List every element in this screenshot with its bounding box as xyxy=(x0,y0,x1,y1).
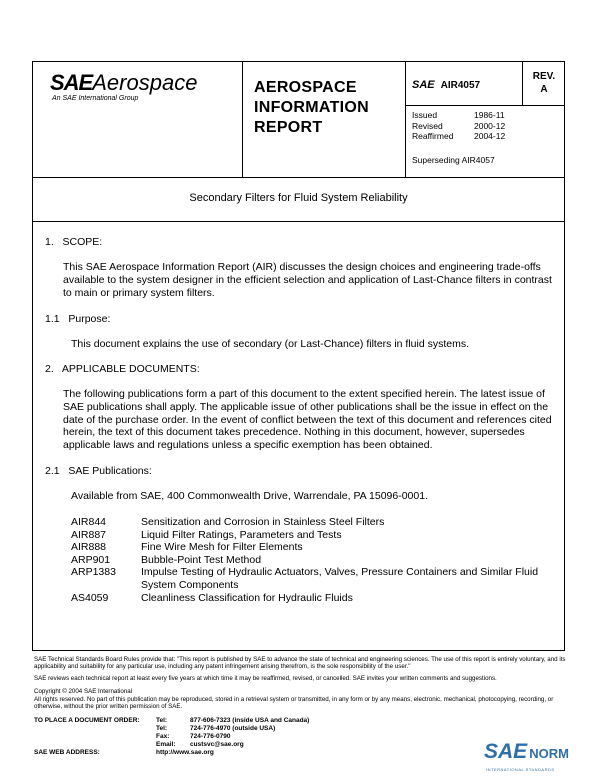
sae-norm-watermark-logo xyxy=(484,740,569,772)
logo-brand: SAE xyxy=(50,70,93,95)
order-label: TO PLACE A DOCUMENT ORDER: xyxy=(34,717,140,724)
email-link[interactable]: custsvc@sae.org xyxy=(190,741,244,748)
publication-code: ARP1383 xyxy=(71,566,116,579)
report-title-line: AEROSPACE xyxy=(254,79,357,96)
date-row xyxy=(412,121,505,132)
contact-row xyxy=(34,725,309,733)
publication-code: AIR888 xyxy=(71,541,107,554)
purpose-heading: 1.1 Purpose: xyxy=(45,313,111,325)
watermark-sub: INTERNATIONAL STANDARDS xyxy=(486,767,555,772)
date-label: Revised xyxy=(412,120,443,131)
contact-row xyxy=(34,741,309,749)
header-divider-1 xyxy=(242,61,243,177)
date-label: Reaffirmed xyxy=(412,131,454,141)
date-value: 1986-11 xyxy=(474,110,505,120)
web-address-row xyxy=(34,749,214,756)
contact-label: Email: xyxy=(156,741,176,748)
document-number xyxy=(412,79,480,91)
report-title-line: REPORT xyxy=(254,119,323,136)
document-title: Secondary Filters for Fluid System Reliability xyxy=(189,192,408,204)
date-row xyxy=(412,131,505,142)
sae-publications-heading: 2.1 SAE Publications: xyxy=(45,465,152,477)
date-row xyxy=(412,110,505,121)
contact-label: Tel: xyxy=(156,725,168,732)
rev-value: A xyxy=(540,84,548,95)
publication-desc: Cleanliness Classification for Hydraulic Fluids xyxy=(141,591,353,604)
title-bottom-rule xyxy=(32,221,565,222)
publication-code: AIR844 xyxy=(71,516,107,528)
contact-label: Fax: xyxy=(156,733,170,740)
order-contact-block xyxy=(34,717,309,749)
header-divider-2 xyxy=(405,61,406,177)
publication-item xyxy=(71,541,541,554)
review-note: SAE reviews each technical report at least every five years at which time it may be reaffirmed, revised, or cancelled. SAE invites your written comments and suggestions. xyxy=(34,675,497,682)
applicable-heading: 2. APPLICABLE DOCUMENTS: xyxy=(45,363,200,375)
doc-brand-mark: SAE xyxy=(412,79,435,91)
contact-label: Tel: xyxy=(156,717,168,724)
purpose-paragraph: This document explains the use of secondary (or Last-Chance) filters in fluid systems. xyxy=(71,338,470,350)
publication-code: ARP901 xyxy=(71,553,111,566)
contact-row xyxy=(34,717,309,725)
date-value: 2000-12 xyxy=(474,120,506,131)
scope-paragraph: This SAE Aerospace Information Report (AIR) discusses the design choices and engineering trade-offs available to the system designer in the efficient selection and application of Last-Chance filters in contrast to main or primary system filters. xyxy=(63,261,552,299)
date-value: 2004-12 xyxy=(474,131,506,141)
doc-number-value: AIR4057 xyxy=(440,80,481,91)
publication-item xyxy=(71,516,541,529)
contact-value: 724-776-0790 xyxy=(190,733,231,740)
header-bottom-rule xyxy=(32,177,565,178)
superseding-note: Superseding AIR4057 xyxy=(412,155,495,165)
publication-code: AS4059 xyxy=(71,591,109,604)
publication-desc: Liquid Filter Ratings, Parameters and Tests xyxy=(141,528,342,541)
publication-item xyxy=(71,566,541,591)
copyright-line: Copyright © 2004 SAE International xyxy=(34,688,133,695)
publication-desc: Impulse Testing of Hydraulic Actuators, Valves, Pressure Containers and Similar Fluid System Components xyxy=(141,566,539,591)
publication-list xyxy=(71,516,541,604)
applicable-paragraph: The following publications form a part of this document to the extent specified herein. The latest issue of SAE publications shall apply. The applicable issue of other publications shall be the issue in effect on the date of the purchase order. In the event of conflict between the text of this document and references cited herein, the text of this document takes precedence. Nothing in this document, however, supersedes applicable laws and regulations unless a specific exemption has been obtained. xyxy=(63,388,552,452)
web-address-link[interactable]: http://www.sae.org xyxy=(156,749,214,756)
header-divider-3 xyxy=(522,61,523,105)
publication-item xyxy=(71,592,541,605)
publication-desc: Sensitization and Corrosion in Stainless Steel Filters xyxy=(141,516,385,528)
logo-tagline: An SAE International Group xyxy=(52,95,139,102)
watermark-brand: SAE xyxy=(484,740,528,763)
rev-label: REV. xyxy=(532,71,556,82)
web-address-label: SAE WEB ADDRESS: xyxy=(34,749,100,756)
report-type-title xyxy=(254,78,369,138)
publication-item xyxy=(71,529,541,542)
watermark-word: NORM xyxy=(529,746,569,761)
report-title-line: INFORMATION xyxy=(254,99,369,116)
contact-row xyxy=(34,733,309,741)
board-rules-note: SAE Technical Standards Board Rules provide that: "This report is published by SAE to advance the state of technical and engineering sciences. The use of this report is entirely voluntary, and its applicability and suitability for any particular use, including any patent infringement arising therefrom, is the sole responsibility of the user." xyxy=(34,656,566,671)
rights-note: All rights reserved. No part of this publication may be reproduced, stored in a retrieval system or transmitted, in any form or by any means, electronic, mechanical, photocopying, recording, or otherwise, without the prior written permission of SAE. xyxy=(34,696,554,711)
logo-division: Aerospace xyxy=(92,70,198,95)
date-block xyxy=(412,110,505,142)
publication-item xyxy=(71,554,541,567)
contact-value: 877-606-7323 (inside USA and Canada) xyxy=(190,717,310,724)
available-from: Available from SAE, 400 Commonwealth Drive, Warrendale, PA 15096-0001. xyxy=(71,490,428,502)
contact-value: 724-776-4970 (outside USA) xyxy=(190,725,276,732)
docnum-divider xyxy=(405,105,565,106)
date-label: Issued xyxy=(412,110,438,120)
revision-box xyxy=(527,70,561,96)
publication-desc: Fine Wire Mesh for Filter Elements xyxy=(141,541,303,554)
scope-heading: 1. SCOPE: xyxy=(45,236,103,248)
publication-code: AIR887 xyxy=(71,528,107,541)
publication-desc: Bubble-Point Test Method xyxy=(141,553,262,566)
sae-aerospace-logo xyxy=(50,70,197,96)
